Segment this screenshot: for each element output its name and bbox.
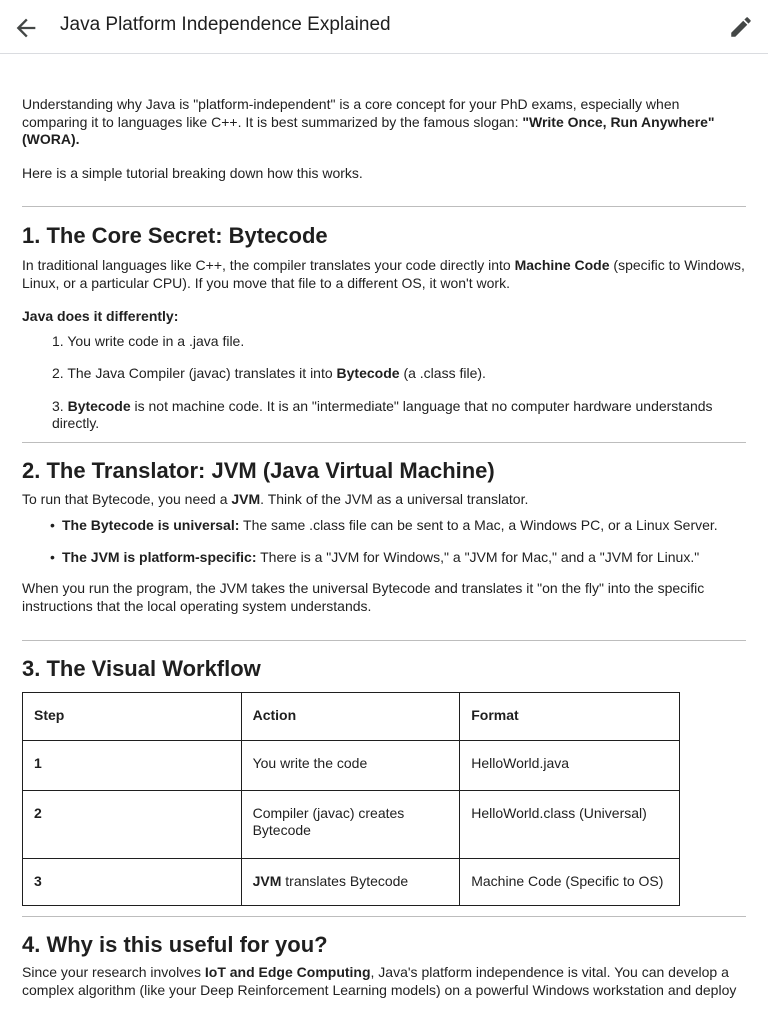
intro-tutorial-note: Here is a simple tutorial breaking down how this works. (22, 164, 363, 181)
section2-heading: 2. The Translator: JVM (Java Virtual Machine) (22, 457, 495, 483)
table-cell-format: Machine Code (Specific to OS) (460, 859, 680, 906)
table-cell-action (241, 741, 460, 791)
intro-paragraph (22, 96, 746, 149)
section4-bold: IoT and Edge Computing (204, 964, 371, 980)
list-item (22, 398, 746, 433)
page-title: Java Platform Independence Explained (60, 14, 391, 35)
list-item-bold: The JVM is platform-specific: (62, 548, 257, 565)
workflow-table (22, 692, 680, 906)
edit-button[interactable] (728, 14, 754, 40)
list-item-text: There is a "JVM for Windows," a "JVM for Mac," and a "JVM for Linux." (256, 548, 700, 565)
list-item (22, 365, 746, 383)
list-item-bold: Bytecode (336, 365, 400, 381)
table-header-row (23, 693, 680, 741)
table-row (23, 859, 680, 906)
jvm-bullet-list (22, 517, 746, 566)
action-text: You write the code (252, 755, 368, 771)
section2-text-b: . Think of the JVM as a universal translator. (260, 490, 529, 507)
table-cell-action (241, 791, 460, 859)
action-bold: JVM (252, 873, 282, 889)
top-app-bar (0, 0, 768, 54)
divider (22, 206, 746, 207)
pencil-icon (728, 14, 754, 40)
divider (22, 442, 746, 443)
section1-paragraph (22, 257, 746, 292)
table-cell-step: 2 (23, 791, 242, 859)
list-item-bold: Bytecode (67, 397, 131, 414)
table-cell-action (241, 859, 460, 906)
table-header-cell: Format (460, 693, 680, 741)
wora-slogan: "Write Once, Run Anywhere" (WORA). (22, 113, 715, 147)
section1-bold: Machine Code (514, 257, 610, 273)
section2-bold: JVM (231, 490, 261, 507)
intro-text: Understanding why Java is "platform-independent" is a core concept for your PhD exams, especially when comparing it to languages like C++. It is best summarized by the famous slogan: (22, 96, 680, 130)
table-cell-format: HelloWorld.class (Universal) (460, 791, 680, 859)
section2-paragraph (22, 491, 746, 509)
list-item (22, 517, 746, 535)
section3-heading: 3. The Visual Workflow (22, 656, 261, 681)
section4-text-a: Since your research involves (22, 964, 205, 980)
section4-heading: 4. Why is this useful for you? (22, 932, 328, 957)
section1-text-a: In traditional languages like C++, the compiler translates your code directly into (22, 257, 515, 273)
list-item-text: (a .class file). (399, 365, 486, 381)
list-item-number: 3. (52, 397, 68, 414)
table-cell-format: HelloWorld.java (460, 741, 680, 791)
back-button[interactable] (12, 14, 40, 42)
java-diff-label: Java does it differently: (22, 308, 179, 324)
table-cell-step: 1 (23, 741, 242, 791)
action-text: Compiler (javac) creates Bytecode (252, 805, 405, 838)
table-cell-step: 3 (23, 859, 242, 906)
section4-paragraph (22, 964, 746, 999)
document-body (22, 96, 746, 999)
action-text: translates Bytecode (281, 873, 409, 889)
section1-heading: 1. The Core Secret: Bytecode (22, 223, 328, 248)
list-item-text: is not machine code. It is an "intermediate" language that no computer hardware understands directly. (52, 397, 713, 431)
table-row (23, 791, 680, 859)
list-item-text: The same .class file can be sent to a Mac, a Windows PC, or a Linux Server. (239, 517, 718, 533)
arrow-back-icon (12, 14, 40, 42)
list-item (22, 549, 746, 567)
table-header-cell: Step (23, 693, 242, 741)
section1-text-b: (specific to Windows, Linux, or a particular CPU). If you move that file to a different OS, it won't work. (22, 257, 745, 291)
table-header-cell: Action (241, 693, 460, 741)
bullet-icon: • (50, 548, 55, 565)
bytecode-steps-list (22, 333, 746, 433)
bullet-icon: • (50, 517, 55, 533)
divider (22, 916, 746, 917)
list-item-text: 2. The Java Compiler (javac) translates it into (52, 365, 337, 381)
section2-text-a: To run that Bytecode, you need a (22, 490, 232, 507)
section4-text-b: , Java's platform independence is vital. You can develop a complex algorithm (like your Deep Reinforcement Learning models) on a powerful Windows workstation and deploy (22, 964, 737, 998)
list-item-bold: The Bytecode is universal: (62, 517, 240, 533)
list-item-text: 1. You write code in a .java file. (52, 332, 245, 349)
table-row (23, 741, 680, 791)
section2-conclusion: When you run the program, the JVM takes the universal Bytecode and translates it "on the fly" into the specific instructions that the local operating system understands. (22, 580, 705, 614)
list-item (22, 333, 746, 351)
divider (22, 640, 746, 641)
